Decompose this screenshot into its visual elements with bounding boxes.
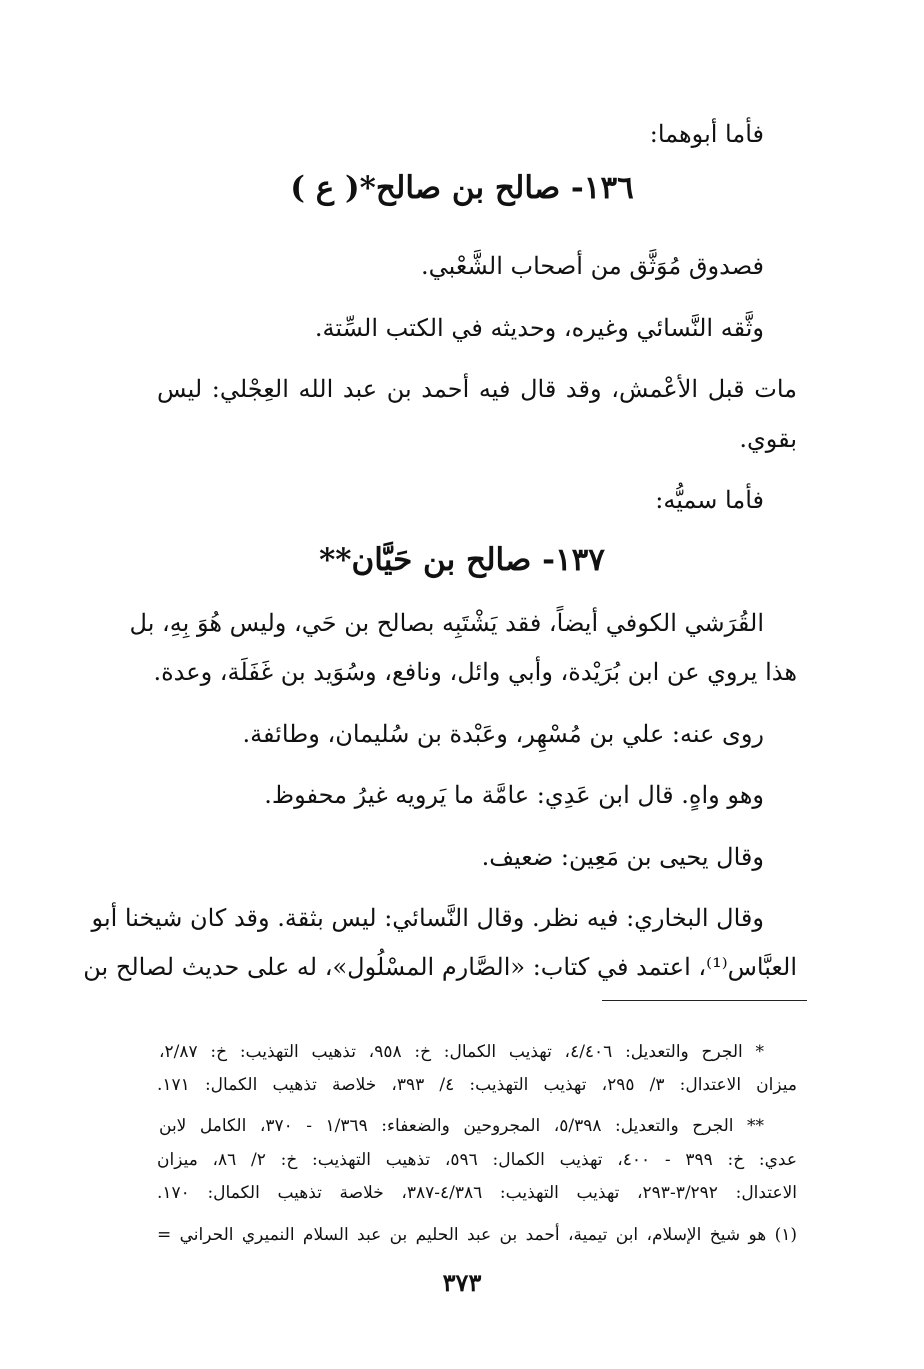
- paragraph: وثَّقه النَّسائي وغيره، وحديثه في الكتب السِّتة.: [314, 314, 764, 342]
- footnote-line: * الجرح والتعديل: ٤/٤٠٦، تهذيب الكمال: خ: ٩٥٨، تذهيب التهذيب: خ: ٢/٨٧،: [159, 1042, 764, 1062]
- entry-heading-136: ١٣٦- صالح بن صالح*( ع ): [290, 170, 634, 206]
- paragraph: وهو واهٍ. قال ابن عَدِي: عامَّة ما يَرويه غيرُ محفوظ.: [264, 781, 764, 809]
- footnote-line: الاعتدال: ٣/٢٩٢-٢٩٣، تهذيب التهذيب: ٤/٣٨٦-٣٨٧، خلاصة تذهيب الكمال: ١٧٠.: [157, 1183, 798, 1203]
- footnote-line: (١) هو شيخ الإسلام، ابن تيمية، أحمد بن عبد الحليم بن عبد السلام النميري الحراني =: [157, 1225, 797, 1245]
- footnote-line: ميزان الاعتدال: ٣/ ٢٩٥، تهذيب التهذيب: ٤/ ٣٩٣، خلاصة تذهيب الكمال: ١٧١.: [157, 1075, 797, 1095]
- intro-text: فأما سميُّه:: [655, 486, 764, 514]
- paragraph: فصدوق مُوَثَّق من أصحاب الشَّعْبي.: [421, 252, 764, 280]
- paragraph: وقال يحيى بن مَعِين: ضعيف.: [481, 843, 764, 871]
- paragraph-line: مات قبل الأعْمش، وقد قال فيه أحمد بن عبد الله العِجْلي: ليس: [157, 375, 797, 403]
- paragraph-line: هذا يروي عن ابن بُرَيْدة، وأبي وائل، ونافع، وسُوَيد بن غَفَلَة، وعدة.: [153, 658, 797, 686]
- footnote-divider: [602, 1000, 807, 1001]
- paragraph: روى عنه: علي بن مُسْهِر، وعَبْدة بن سُليمان، وطائفة.: [242, 720, 764, 748]
- paragraph-line: بقوي.: [739, 425, 797, 453]
- entry-heading-137: ١٣٧- صالح بن حَيَّان**: [319, 542, 605, 578]
- paragraph-line: وقال البخاري: فيه نظر. وقال النَّسائي: ليس بثقة. وقد كان شيخنا أبو: [91, 904, 764, 932]
- footnote-line: ** الجرح والتعديل: ٥/٣٩٨، المجروحين والضعفاء: ١/٣٦٩ - ٣٧٠، الكامل لابن: [159, 1116, 764, 1136]
- page-number: ٣٧٣: [442, 1268, 482, 1297]
- footnote-line: عدي: خ: ٣٩٩ - ٤٠٠، تهذيب الكمال: ٥٩٦، تذهيب التهذيب: خ: ٢/ ٨٦، ميزان: [157, 1150, 797, 1170]
- paragraph-line: العبَّاس⁽¹⁾، اعتمد في كتاب: «الصَّارم المسْلُول»، له على حديث لصالح بن: [83, 953, 797, 981]
- intro-text: فأما أبوهما:: [649, 120, 764, 148]
- paragraph-line: القُرَشي الكوفي أيضاً، فقد يَشْتَبِه بصالح بن حَي، وليس هُوَ بِهِ، بل: [129, 609, 764, 637]
